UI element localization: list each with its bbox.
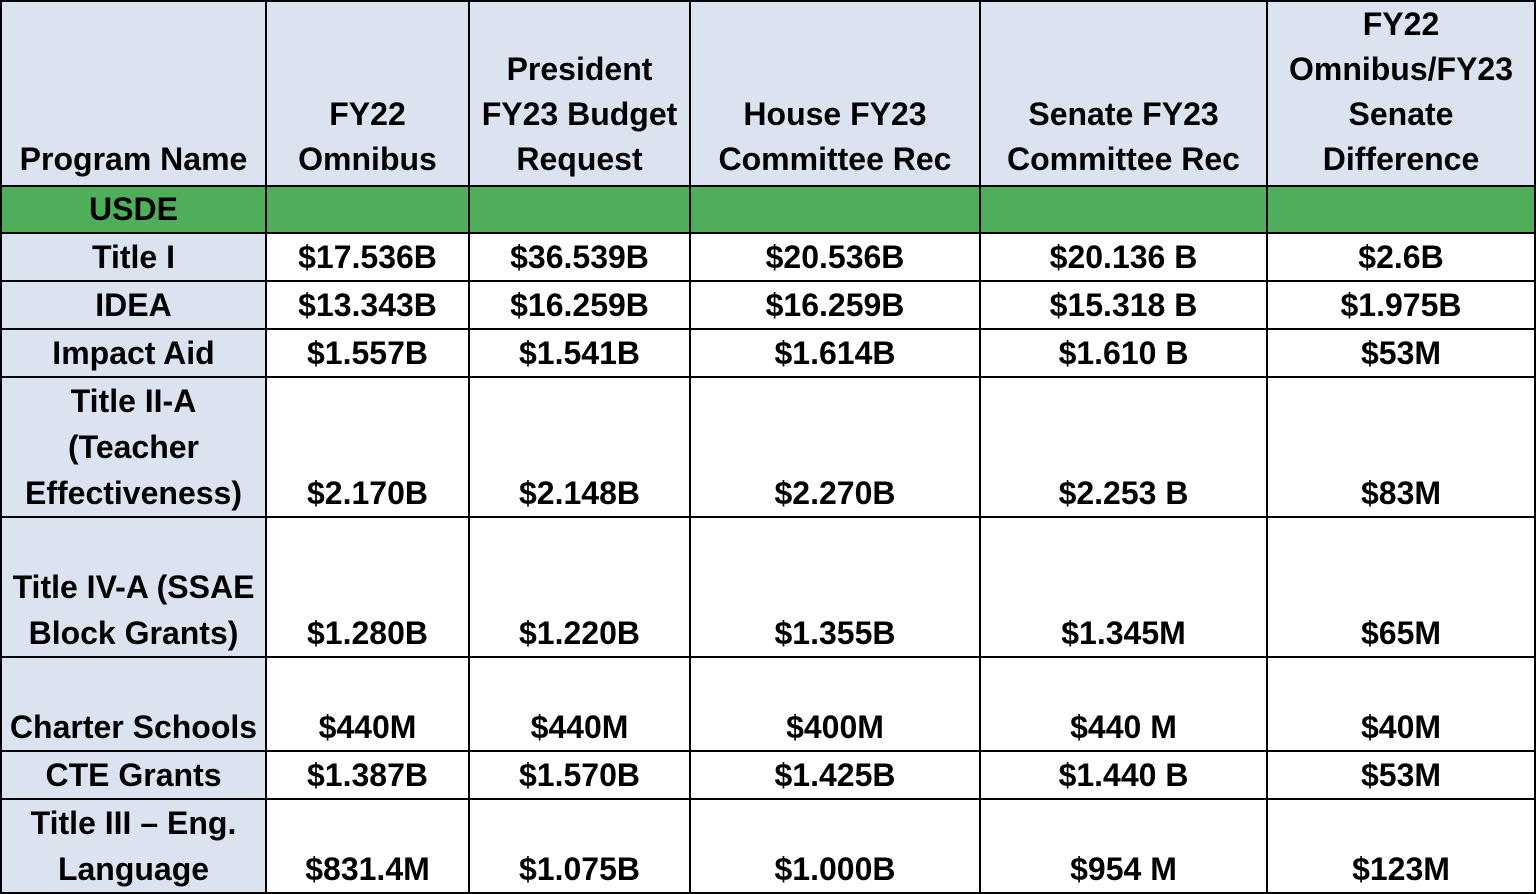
section-cell — [266, 186, 469, 233]
value-cell: $1.220B — [469, 517, 690, 657]
value-cell: $53M — [1267, 751, 1535, 799]
value-cell: $1.975B — [1267, 281, 1535, 329]
value-cell: $40M — [1267, 657, 1535, 751]
value-cell: $1.075B — [469, 799, 690, 893]
value-cell: $83M — [1267, 377, 1535, 517]
table-row — [1, 281, 1535, 329]
table-row — [1, 799, 1535, 893]
value-cell: $2.253 B — [980, 377, 1267, 517]
value-cell: $17.536B — [266, 233, 469, 281]
table-row — [1, 329, 1535, 377]
header-senate-fy23-rec: Senate FY23 Committee Rec — [980, 1, 1267, 186]
value-cell: $1.440 B — [980, 751, 1267, 799]
value-cell: $440M — [469, 657, 690, 751]
value-cell: $2.170B — [266, 377, 469, 517]
value-cell: $1.387B — [266, 751, 469, 799]
program-name-cell: IDEA — [1, 281, 266, 329]
value-cell: $15.318 B — [980, 281, 1267, 329]
section-cell — [690, 186, 980, 233]
program-name-cell: Title II-A (Teacher Effectiveness) — [1, 377, 266, 517]
value-cell: $2.6B — [1267, 233, 1535, 281]
value-cell: $1.425B — [690, 751, 980, 799]
header-program-name: Program Name — [1, 1, 266, 186]
value-cell: $954 M — [980, 799, 1267, 893]
value-cell: $1.557B — [266, 329, 469, 377]
value-cell: $1.000B — [690, 799, 980, 893]
value-cell: $440M — [266, 657, 469, 751]
header-president-fy23-request: President FY23 Budget Request — [469, 1, 690, 186]
section-label: USDE — [1, 186, 266, 233]
program-name-cell: Charter Schools — [1, 657, 266, 751]
value-cell: $1.614B — [690, 329, 980, 377]
value-cell: $1.610 B — [980, 329, 1267, 377]
value-cell: $440 M — [980, 657, 1267, 751]
table-row — [1, 751, 1535, 799]
program-name-cell: Title I — [1, 233, 266, 281]
value-cell: $400M — [690, 657, 980, 751]
value-cell: $123M — [1267, 799, 1535, 893]
header-house-fy23-rec: House FY23 Committee Rec — [690, 1, 980, 186]
header-fy22-omnibus: FY22 Omnibus — [266, 1, 469, 186]
value-cell: $20.536B — [690, 233, 980, 281]
value-cell: $16.259B — [469, 281, 690, 329]
table-row — [1, 657, 1535, 751]
value-cell: $2.270B — [690, 377, 980, 517]
value-cell: $1.345M — [980, 517, 1267, 657]
program-name-cell: CTE Grants — [1, 751, 266, 799]
table-row — [1, 517, 1535, 657]
value-cell: $13.343B — [266, 281, 469, 329]
program-name-cell: Title IV-A (SSAE Block Grants) — [1, 517, 266, 657]
value-cell: $20.136 B — [980, 233, 1267, 281]
value-cell: $2.148B — [469, 377, 690, 517]
section-row — [1, 186, 1535, 233]
program-name-cell: Impact Aid — [1, 329, 266, 377]
value-cell: $1.570B — [469, 751, 690, 799]
value-cell: $65M — [1267, 517, 1535, 657]
value-cell: $16.259B — [690, 281, 980, 329]
section-cell — [980, 186, 1267, 233]
header-row — [1, 1, 1535, 186]
header-senate-difference: FY22 Omnibus/FY23 Senate Difference — [1267, 1, 1535, 186]
value-cell: $1.355B — [690, 517, 980, 657]
value-cell: $1.541B — [469, 329, 690, 377]
value-cell: $36.539B — [469, 233, 690, 281]
value-cell: $53M — [1267, 329, 1535, 377]
program-name-cell: Title III – Eng. Language — [1, 799, 266, 893]
table-row — [1, 377, 1535, 517]
section-cell — [469, 186, 690, 233]
value-cell: $831.4M — [266, 799, 469, 893]
section-cell — [1267, 186, 1535, 233]
value-cell: $1.280B — [266, 517, 469, 657]
table-row — [1, 233, 1535, 281]
